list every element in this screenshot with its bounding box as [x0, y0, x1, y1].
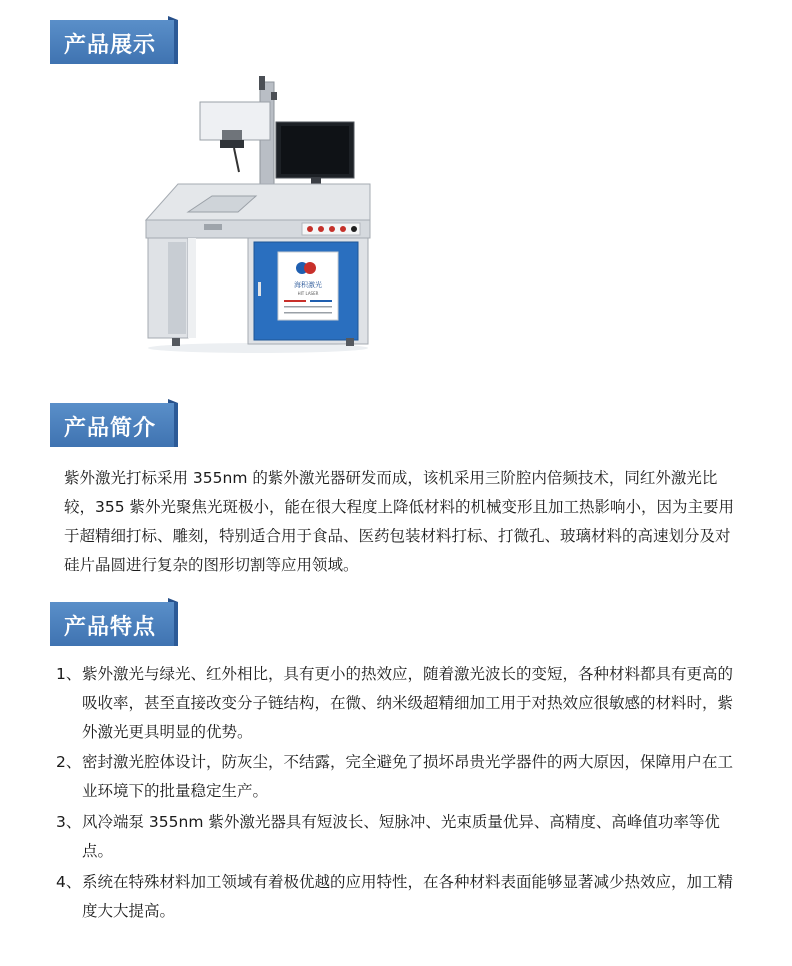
- intro-paragraph: 紫外激光打标采用 355nm 的紫外激光器研发而成，该机采用三阶腔内倍频技术，同红外激光比较，355 紫外光聚焦光斑极小，能在很大程度上降低材料的机械变形且加工热影响小，因为主要用于超精细打标、雕刻，特别适合用于食品、医药包装材料打标、打微孔、玻璃材料的高速划分及对硅片晶圆进行复杂的图形切割等应用领域。: [64, 469, 735, 574]
- brand-subtext: HIT LASER: [297, 291, 319, 296]
- brand-text: 海积激光: [294, 281, 322, 289]
- product-image: [138, 72, 378, 354]
- section-title: 产品展示: [64, 33, 157, 58]
- feature-item: [56, 808, 746, 866]
- section-header-intro: [50, 399, 178, 447]
- section-header-showcase: [50, 16, 178, 64]
- feature-number: 3、: [56, 813, 82, 831]
- feature-text: 系统在特殊材料加工领域有着极优越的应用特性，在各种材料表面能够显著减少热效应，加工精度大大提高。: [82, 873, 734, 920]
- feature-item: [56, 660, 746, 747]
- header-corner: [174, 602, 178, 646]
- feature-item: [56, 868, 746, 926]
- feature-text: 风冷端泵 355nm 紫外激光器具有短波长、短脉冲、光束质量优异、高精度、高峰值功率等优点。: [82, 813, 720, 860]
- header-corner: [174, 20, 178, 64]
- feature-number: 2、: [56, 753, 82, 771]
- feature-text: 密封激光腔体设计，防灰尘，不结露，完全避免了损坏昂贵光学器件的两大原因，保障用户在工业环境下的批量稳定生产。: [82, 753, 734, 800]
- feature-item: [56, 748, 746, 806]
- feature-number: 1、: [56, 665, 82, 683]
- section-title: 产品简介: [64, 416, 157, 441]
- section-header-features: [50, 598, 178, 646]
- feature-text: 紫外激光与绿光、红外相比，具有更小的热效应，随着激光波长的变短，各种材料都具有更高的吸收率，甚至直接改变分子链结构，在微、纳米级超精细加工用于对热效应很敏感的材料时，紫外激光更具明显的优势。: [82, 665, 734, 741]
- header-corner: [174, 403, 178, 447]
- feature-number: 4、: [56, 873, 82, 891]
- section-title: 产品特点: [64, 615, 157, 640]
